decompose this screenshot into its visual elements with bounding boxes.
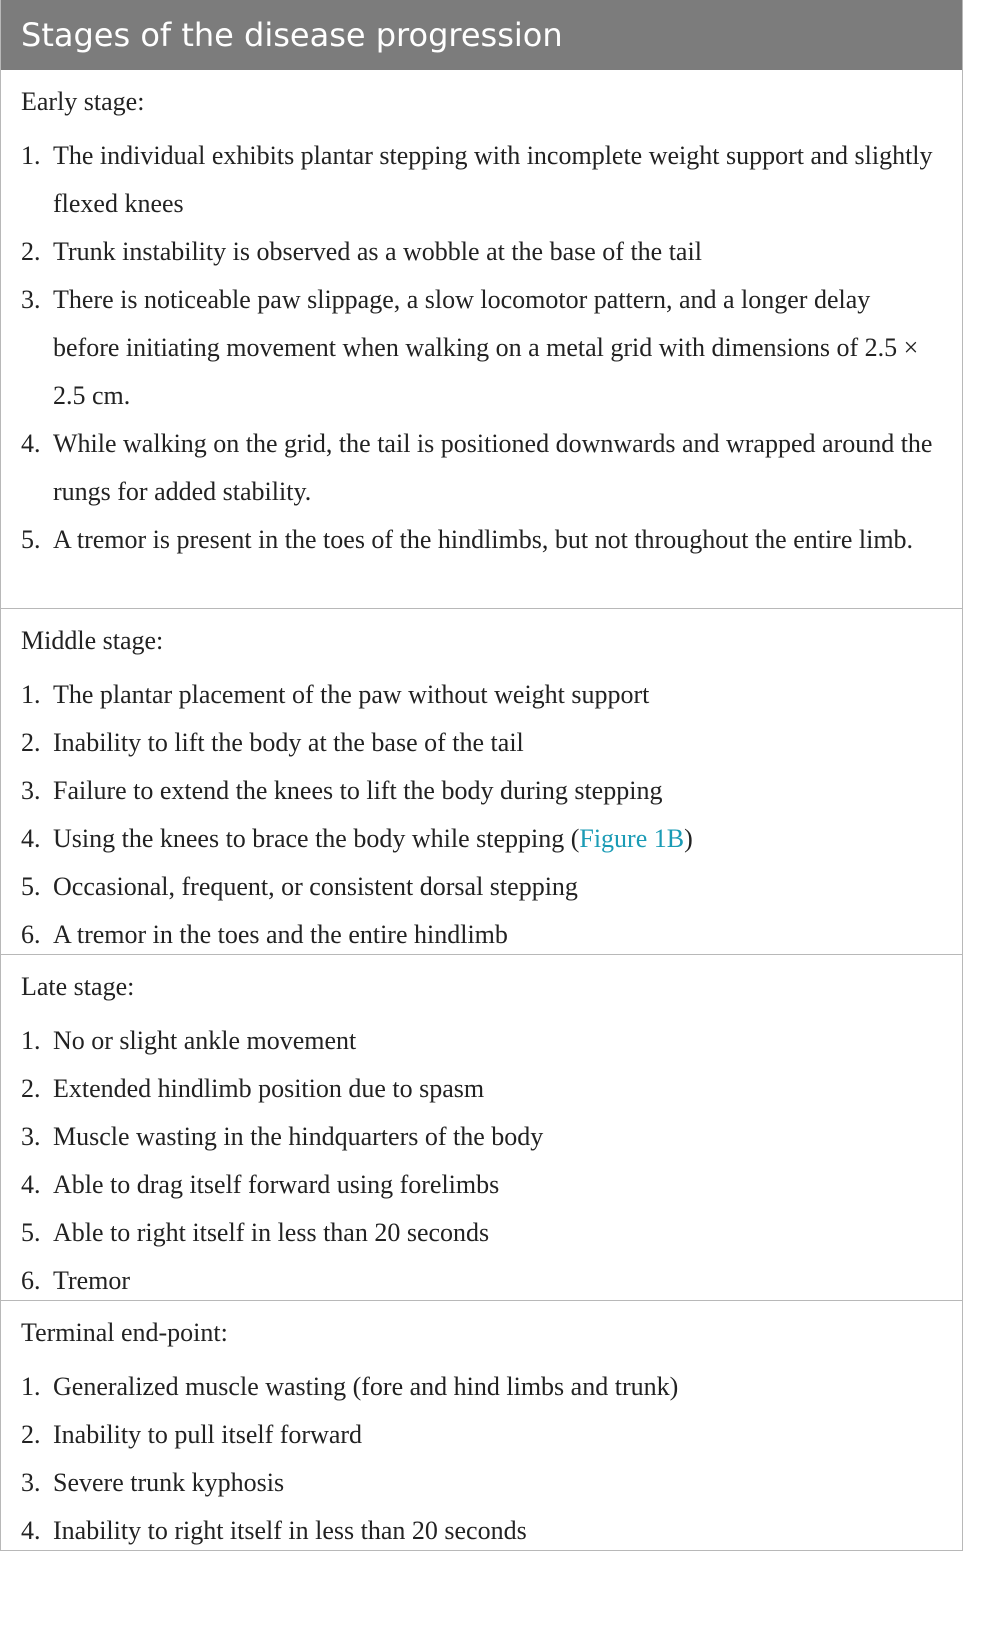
item-number: 1.	[21, 680, 41, 709]
list-item	[21, 767, 942, 815]
list-item	[21, 1507, 942, 1555]
list-item	[21, 1065, 942, 1113]
item-text: Inability to pull itself forward	[53, 1420, 363, 1449]
item-number: 4.	[21, 429, 41, 458]
item-text: Failure to extend the knees to lift the body during stepping	[53, 776, 663, 805]
item-number: 5.	[21, 525, 41, 554]
list-item	[21, 132, 942, 228]
item-text: The individual exhibits plantar stepping with incomplete weight support and slightly flexed knees	[53, 141, 933, 218]
item-number: 1.	[21, 1026, 41, 1055]
item-text: Able to right itself in less than 20 seconds	[53, 1218, 490, 1247]
item-number: 3.	[21, 1468, 41, 1497]
list-item	[21, 1363, 942, 1411]
list-item	[21, 1113, 942, 1161]
item-number: 4.	[21, 1516, 41, 1545]
item-text: Generalized muscle wasting (fore and hind limbs and trunk)	[53, 1372, 679, 1401]
item-text: Inability to right itself in less than 20 seconds	[53, 1516, 527, 1545]
list-item	[21, 671, 942, 719]
list-item	[21, 420, 942, 516]
table-header: Stages of the disease progression	[1, 0, 962, 70]
item-text: A tremor in the toes and the entire hindlimb	[53, 920, 508, 949]
item-number: 5.	[21, 1218, 41, 1247]
list-item	[21, 1161, 942, 1209]
item-number: 3.	[21, 285, 41, 314]
item-text: Inability to lift the body at the base of the tail	[53, 728, 524, 757]
item-number: 6.	[21, 920, 41, 949]
item-text: While walking on the grid, the tail is positioned downwards and wrapped around the rungs for added stability.	[53, 429, 933, 506]
item-number: 3.	[21, 1122, 41, 1151]
item-text-before: Using the knees to brace the body while stepping (	[53, 824, 580, 853]
section-title: Terminal end-point:	[21, 1318, 228, 1347]
list-item	[21, 1459, 942, 1507]
item-text: The plantar placement of the paw without weight support	[53, 680, 650, 709]
item-number: 3.	[21, 776, 41, 805]
section-title: Middle stage:	[21, 626, 164, 655]
item-text	[53, 815, 942, 863]
item-text: Muscle wasting in the hindquarters of the body	[53, 1122, 544, 1151]
item-text: Occasional, frequent, or consistent dorsal stepping	[53, 872, 578, 901]
section-middle-stage	[1, 608, 962, 954]
item-number: 4.	[21, 824, 41, 853]
item-text-after: )	[684, 824, 693, 853]
item-number: 2.	[21, 728, 41, 757]
item-text: Tremor	[53, 1266, 131, 1295]
list-item	[21, 1257, 942, 1305]
item-number: 5.	[21, 872, 41, 901]
list-item	[21, 1209, 942, 1257]
list-item	[21, 1411, 942, 1459]
item-number: 4.	[21, 1170, 41, 1199]
item-text: Trunk instability is observed as a wobble at the base of the tail	[53, 237, 702, 266]
list-item	[21, 911, 942, 959]
list-item	[21, 863, 942, 911]
section-early-stage	[1, 70, 962, 608]
item-text: There is noticeable paw slippage, a slow locomotor pattern, and a longer delay before initiating movement when walking on a metal grid with dimensions of 2.5 × 2.5 cm.	[53, 285, 919, 410]
list-item	[21, 228, 942, 276]
item-number: 1.	[21, 1372, 41, 1401]
section-terminal-end-point	[1, 1300, 962, 1551]
item-number: 2.	[21, 1074, 41, 1103]
item-text: Able to drag itself forward using forelimbs	[53, 1170, 500, 1199]
item-number: 2.	[21, 1420, 41, 1449]
item-number: 6.	[21, 1266, 41, 1295]
item-text: Extended hindlimb position due to spasm	[53, 1074, 485, 1103]
figure-1b-link[interactable]: Figure 1B	[579, 824, 685, 853]
item-text: No or slight ankle movement	[53, 1026, 357, 1055]
section-title: Late stage:	[21, 972, 135, 1001]
item-text: Severe trunk kyphosis	[53, 1468, 285, 1497]
item-number: 1.	[21, 141, 41, 170]
list-item	[21, 276, 942, 420]
section-title: Early stage:	[21, 87, 145, 116]
list-item	[21, 719, 942, 767]
item-text: A tremor is present in the toes of the hindlimbs, but not throughout the entire limb.	[53, 525, 914, 554]
list-item	[21, 516, 942, 564]
list-item	[21, 1017, 942, 1065]
list-item	[21, 815, 942, 863]
item-number: 2.	[21, 237, 41, 266]
section-late-stage	[1, 954, 962, 1300]
